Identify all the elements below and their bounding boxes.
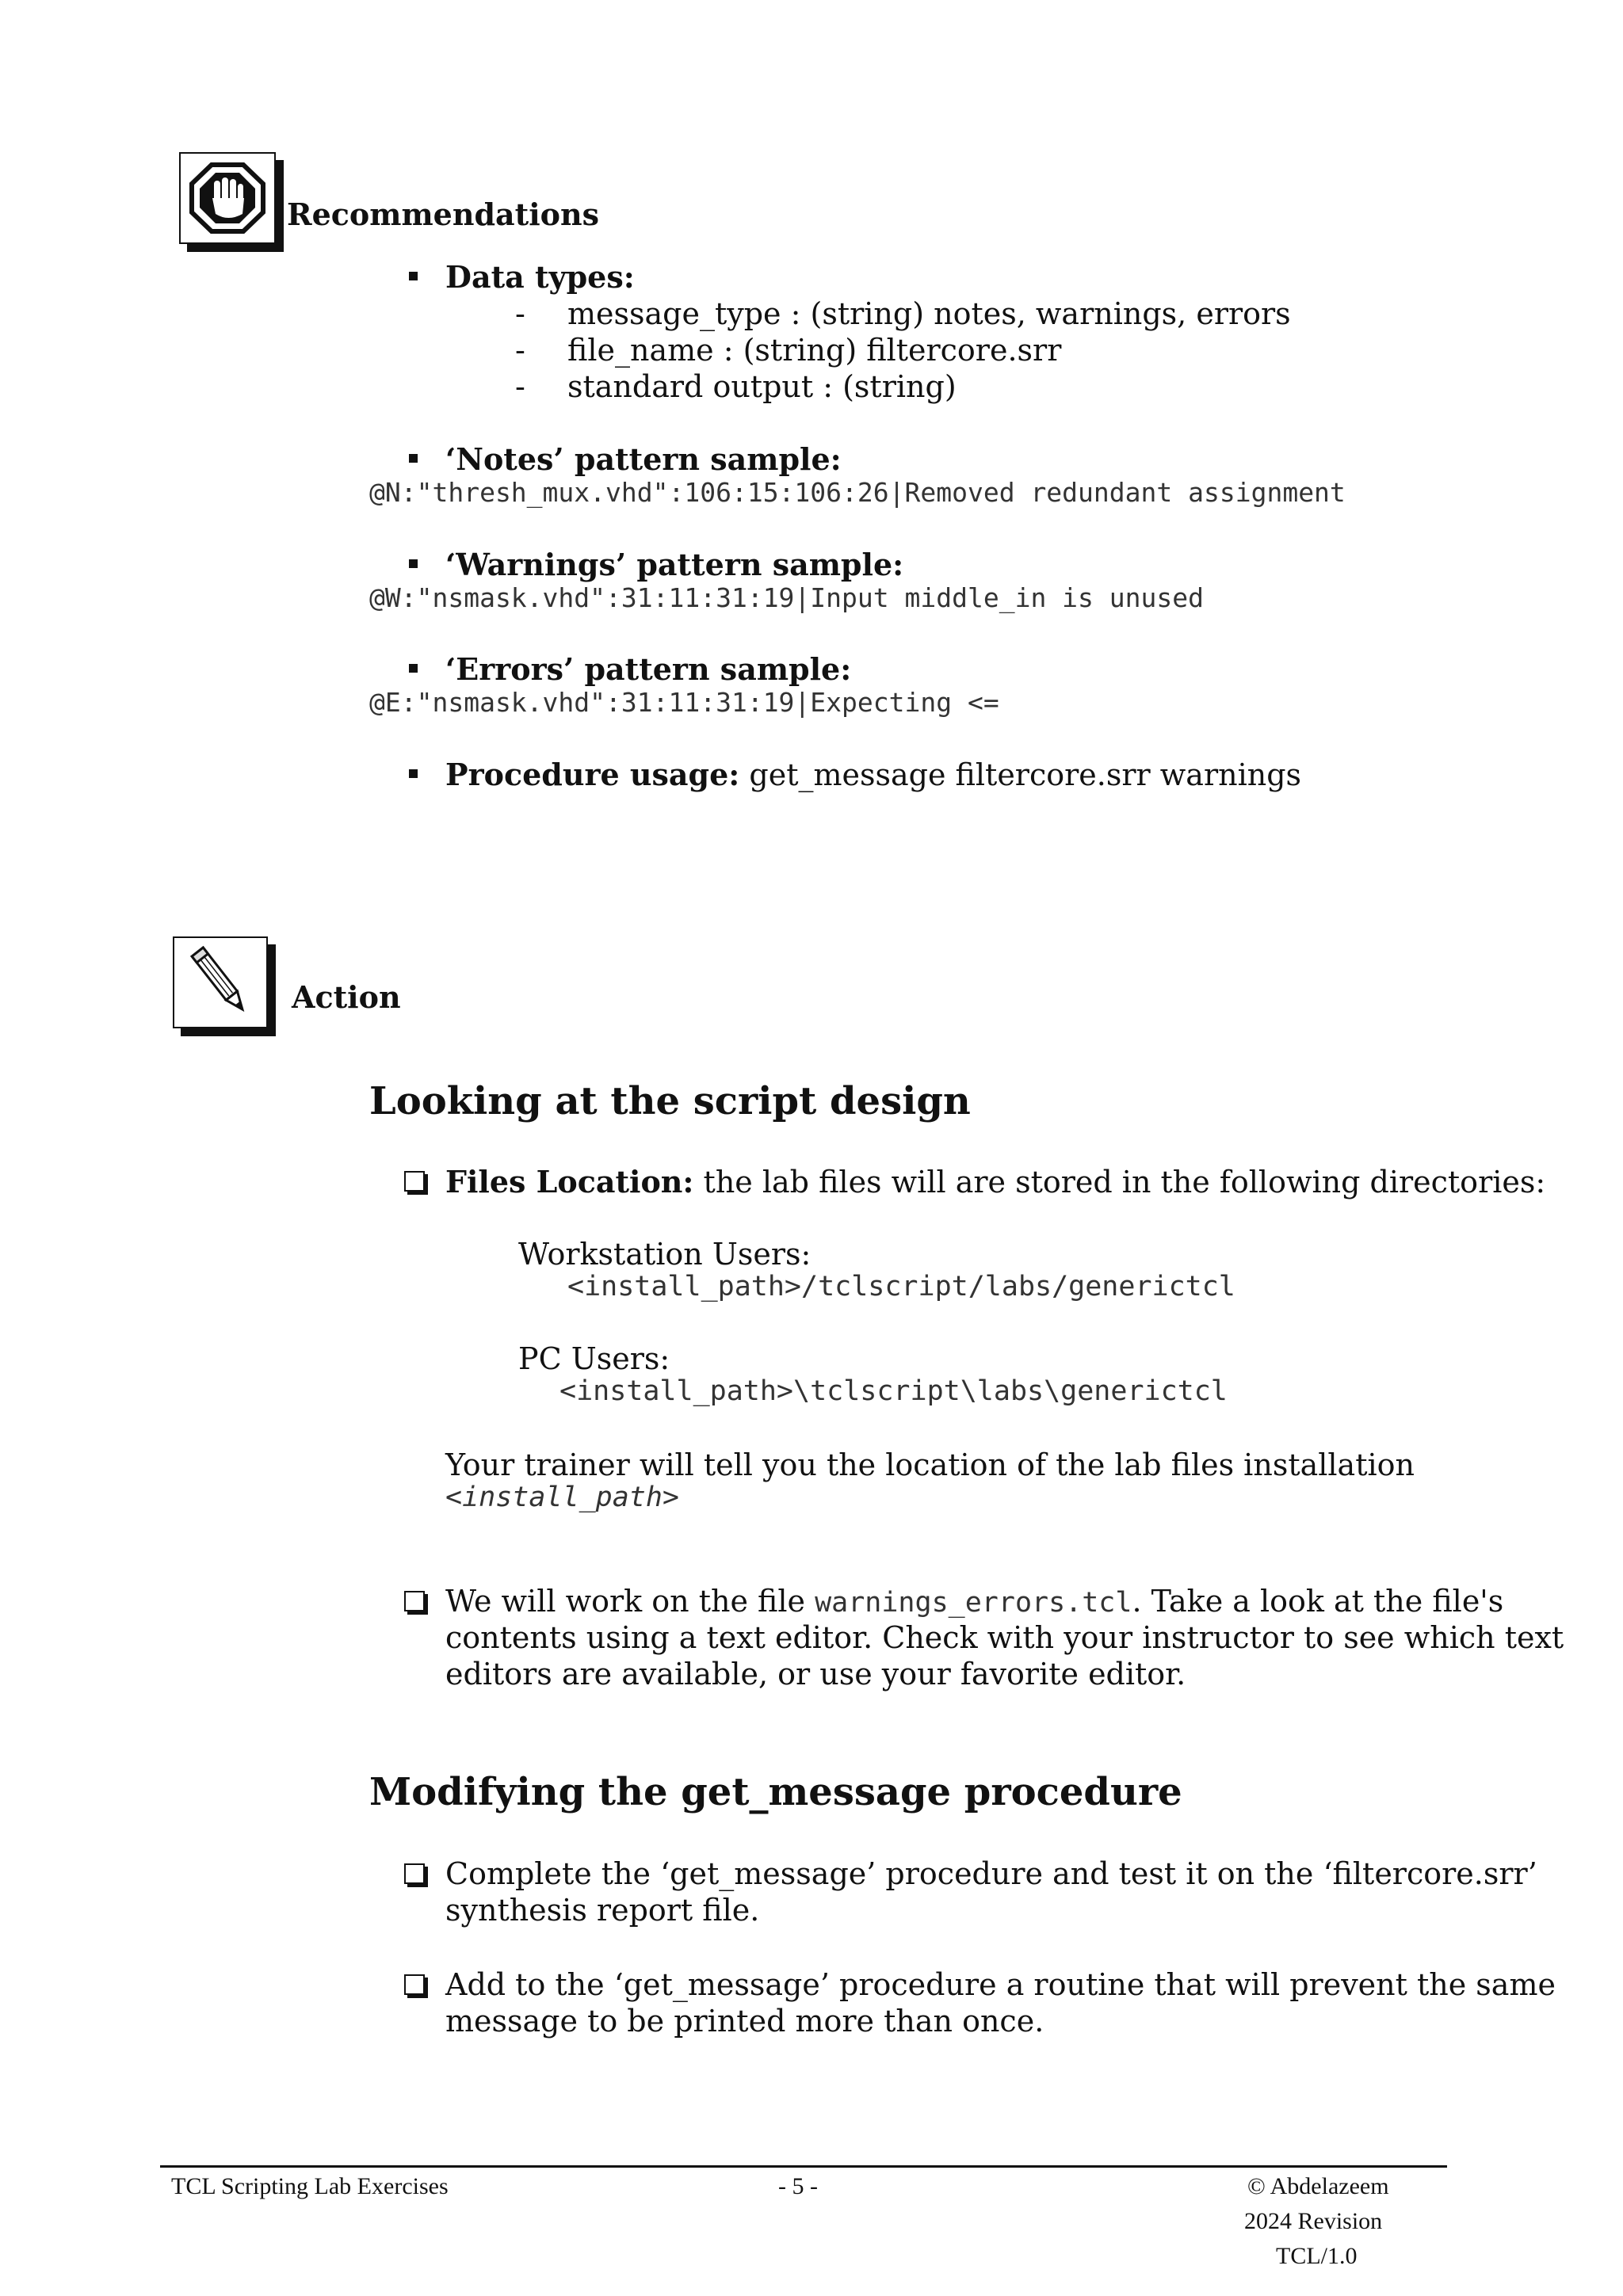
footer-copyright: © Abdelazeem [1247, 2173, 1389, 2199]
footer-left: TCL Scripting Lab Exercises [171, 2173, 449, 2199]
checkbox-icon [404, 1863, 425, 1884]
warnings-sample: @W:"nsmask.vhd":31:11:31:19|Input middle_in is unused [369, 582, 1204, 613]
work-file-text-before: We will work on the file [445, 1584, 815, 1619]
section2-item1-line1: Complete the ‘get_message’ procedure and test it on the ‘filtercore.srr’ [445, 1856, 1537, 1891]
workstation-path: <install_path>/tclscript/labs/generictcl [567, 1271, 1235, 1302]
work-file-line1 [445, 1583, 1503, 1621]
files-location-label: Files Location: [445, 1164, 694, 1199]
work-file-text-after: . Take a look at the file's [1132, 1584, 1504, 1619]
notes-label: ‘Notes’ pattern sample: [445, 441, 842, 477]
data-types-label: Data types: [445, 259, 635, 295]
bullet-errors [409, 664, 418, 673]
page-number: - 5 - [778, 2173, 818, 2199]
stop-hand-icon [179, 152, 276, 244]
install-path-italic: <install_path> [445, 1482, 680, 1513]
action-heading: Action [292, 979, 401, 1015]
section-title-modifying: Modifying the get_message procedure [369, 1770, 1182, 1814]
errors-sample: @E:"nsmask.vhd":31:11:31:19|Expecting <= [369, 687, 999, 718]
pc-label: PC Users: [518, 1341, 670, 1376]
procedure-usage [445, 757, 1301, 793]
bullet-usage [409, 769, 418, 778]
workstation-label: Workstation Users: [518, 1237, 812, 1272]
footer-version: TCL/1.0 [1276, 2243, 1358, 2269]
checkbox-icon [404, 1591, 425, 1611]
checkbox-icon [404, 1171, 425, 1192]
section2-item1-line2: synthesis report file. [445, 1893, 760, 1928]
errors-label: ‘Errors’ pattern sample: [445, 651, 852, 687]
footer-rule [160, 2165, 1447, 2168]
usage-label: Procedure usage: [445, 757, 740, 792]
recommendations-heading: Recommendations [287, 196, 600, 232]
work-file-line3: editors are available, or use your favorite editor. [445, 1657, 1186, 1691]
section2-item2-line1: Add to the ‘get_message’ procedure a routine that will prevent the same [445, 1967, 1556, 2002]
warnings-label: ‘Warnings’ pattern sample: [445, 547, 904, 582]
checkbox-icon [404, 1974, 425, 1995]
dash-icon: - [515, 333, 525, 368]
data-type-item: file_name : (string) filtercore.srr [567, 333, 1062, 368]
data-type-item: message_type : (string) notes, warnings, errors [567, 296, 1291, 331]
work-file-line2: contents using a text editor. Check with your instructor to see which text [445, 1620, 1564, 1655]
bullet-notes [409, 454, 418, 463]
pc-path: <install_path>\tclscript\labs\generictcl [559, 1375, 1228, 1407]
dash-icon: - [515, 296, 525, 331]
section2-item2-line2: message to be printed more than once. [445, 2004, 1044, 2039]
files-location-text: the lab files will are stored in the following directories: [693, 1165, 1546, 1199]
footer-revision: 2024 Revision [1244, 2208, 1383, 2234]
notes-sample: @N:"thresh_mux.vhd":106:15:106:26|Removed redundant assignment [369, 477, 1346, 508]
trainer-text: Your trainer will tell you the location of the lab files installation [445, 1447, 1415, 1482]
section-title-script-design: Looking at the script design [369, 1079, 971, 1123]
bullet-warnings [409, 559, 418, 568]
work-file-name: warnings_errors.tcl [815, 1587, 1132, 1619]
bullet-data-types [409, 272, 418, 280]
files-location-line [445, 1164, 1545, 1200]
dash-icon: - [515, 369, 525, 404]
pencil-icon [173, 936, 268, 1028]
usage-text: get_message filtercore.srr warnings [739, 757, 1302, 792]
data-type-item: standard output : (string) [567, 369, 957, 404]
